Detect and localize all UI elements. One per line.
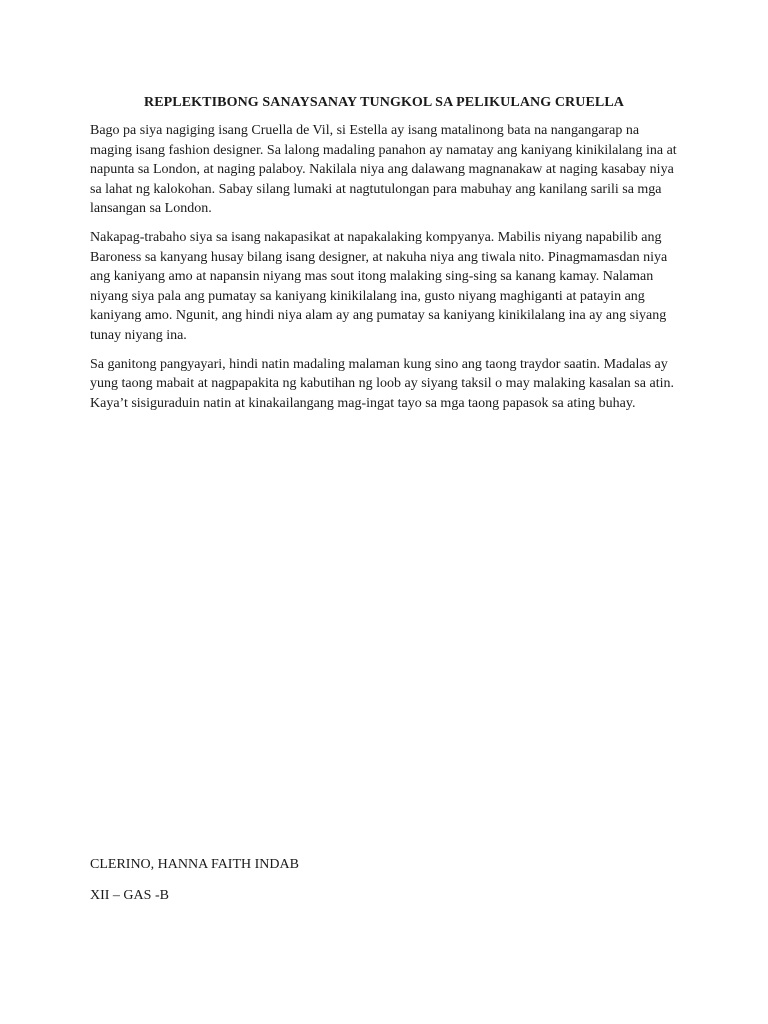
- paragraph-1: Bago pa siya nagiging isang Cruella de Vil, si Estella ay isang matalinong bata na nangangarap na maging isang fashion designer. Sa lalong madaling panahon ay namatay ang kaniyang kinikilalang ina at napunta sa London, at naging palaboy. Nakilala niya ang dalawang magnanakaw at naging kasabay niya sa lahat ng kalokohan. Sabay silang lumaki at nagtutulongan para mabuhay ang kanilang sarili sa mga lansangan sa London.: [90, 123, 677, 217]
- paragraph-2: Nakapag-trabaho siya sa isang nakapasikat at napakalaking kompyanya. Mabilis niyang napabilib ang Baroness sa kanyang husay bilang isang designer, at nakuha niya ang tiwala nito. Pinagmamasdan niya ang kaniyang amo at napansin niyang mas sout itong malaking sing-sing sa kanang kamay. Nalaman niyang siya pala ang pumatay sa kaniyang kinikilalang ina, gusto niyang maghiganti at patayin ang kaniyang amo. Ngunit, ang hindi niya alam ay ang pumatay sa kaniyang kinikilalang ina ay ang siyang tunay niyang ina.: [90, 229, 668, 343]
- essay-body: [90, 121, 682, 422]
- document-title: REPLEKTIBONG SANAYSANAY TUNGKOL SA PELIKULANG CRUELLA: [144, 95, 624, 110]
- paragraph-3: Sa ganitong pangyayari, hindi natin madaling malaman kung sino ang taong traydor saatin. Madalas ay yung taong mabait at nagpapakita ng kabutihan ng loob ay siyang taksil o may malaking kasalan sa atin. Kaya’t sisiguraduin natin at kinakailangang mag-ingat tayo sa mga taong papasok sa ating buhay.: [90, 356, 674, 411]
- author-name: CLERINO, HANNA FAITH INDAB: [90, 857, 299, 872]
- class-section: XII – GAS -B: [90, 888, 169, 903]
